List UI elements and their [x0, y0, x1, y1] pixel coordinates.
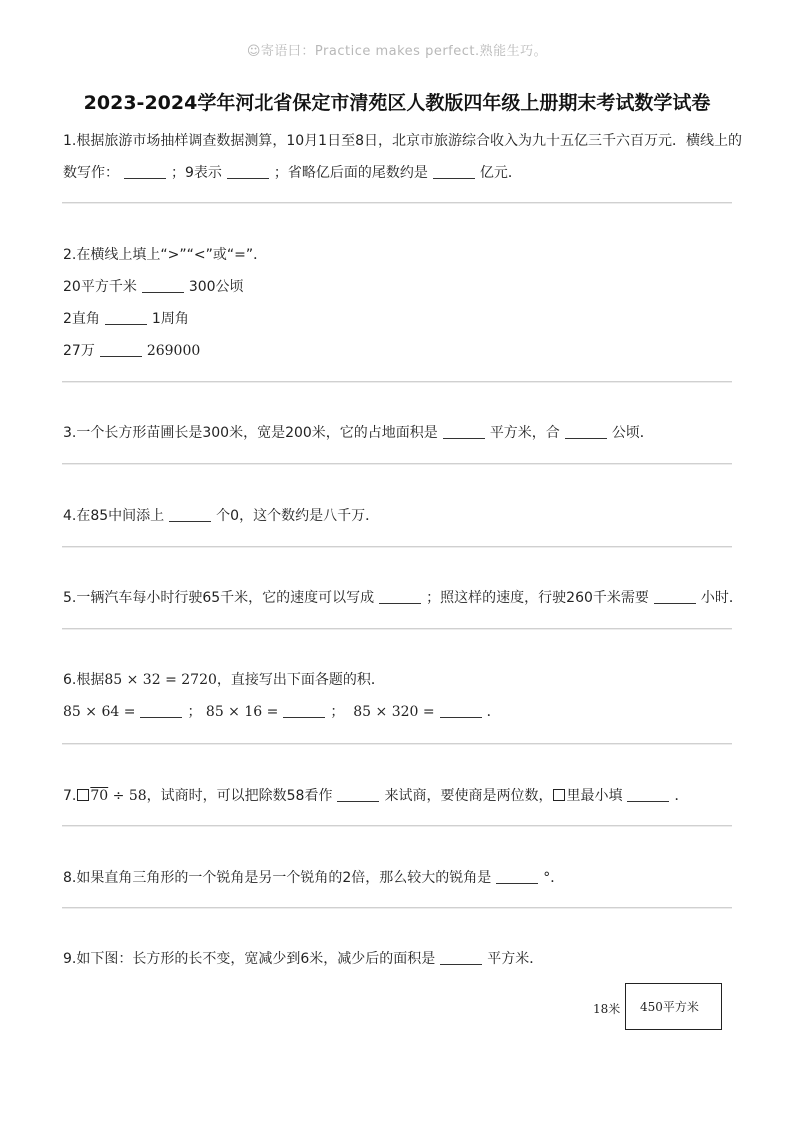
q2-line1: 2.在横线上填上“>”“<”或“=”．: [63, 247, 268, 263]
answer-blank[interactable]: [142, 278, 184, 293]
q7-text-c: 里最小填: [566, 788, 623, 804]
empty-box-icon: [77, 789, 89, 801]
q6-expr-1: 85 × 64 =: [63, 704, 136, 720]
q2-row2-left: 2直角: [63, 311, 100, 327]
rectangle-area-label: 450平方米: [640, 1000, 699, 1014]
answer-blank[interactable]: [337, 787, 379, 802]
q1-text-b: ；9表示: [171, 165, 222, 181]
divider: [62, 907, 732, 908]
divider: [62, 381, 732, 382]
q8-text-a: 8.如果直角三角形的一个锐角是另一个锐角的2倍，那么较大的锐角是: [63, 870, 492, 886]
answer-blank[interactable]: [283, 703, 325, 718]
q6-expr-2: 85 × 16 =: [205, 704, 279, 720]
q7-dividend: [76, 788, 108, 804]
question-9: [63, 949, 743, 969]
q2-row2-right: 1周角: [151, 311, 189, 327]
q2-row1-right: 300公顷: [188, 279, 244, 295]
answer-blank[interactable]: [440, 703, 482, 718]
q2-row3-right: 269000: [146, 343, 201, 359]
divider: [62, 463, 732, 464]
divider: [62, 743, 732, 744]
q7-dividend-tail: 70: [90, 788, 109, 804]
answer-blank[interactable]: [379, 589, 421, 604]
q6-sep-1: ；: [187, 704, 202, 720]
answer-blank[interactable]: [565, 424, 607, 439]
question-4: [63, 506, 743, 526]
question-8: [63, 868, 743, 888]
q9-line: [63, 949, 743, 969]
motto: [0, 40, 794, 59]
q1-text-d: 亿元．: [479, 165, 522, 181]
question-5: [63, 588, 743, 608]
divider: [62, 546, 732, 547]
rectangle-width-label: 18米: [593, 1002, 621, 1016]
q7-number: 7.: [63, 788, 77, 804]
q3-text-c: 公顷．: [611, 425, 654, 441]
q6-line1: [63, 670, 743, 690]
rectangle-figure: [625, 983, 722, 1030]
q6-sep-2: ；: [330, 704, 345, 720]
q7-text-b: 来试商，要使商是两位数，: [384, 788, 553, 804]
q4-line: [63, 506, 743, 526]
q6-text-a: 6.根据: [63, 672, 105, 688]
q3-text-a: 3.一个长方形苗圃长是300米，宽是200米，它的占地面积是: [63, 425, 438, 441]
q7-text-d: ．: [674, 788, 689, 804]
answer-blank[interactable]: [627, 787, 669, 802]
question-7: [63, 786, 743, 806]
question-3: [63, 423, 743, 443]
answer-blank[interactable]: [443, 424, 485, 439]
empty-box-icon: [553, 789, 565, 801]
q6-expr-3: 85 × 320 =: [353, 704, 435, 720]
q5-line: [63, 588, 743, 608]
q7-line: [63, 786, 743, 806]
q8-line: [63, 868, 743, 888]
question-1: [63, 131, 743, 183]
answer-blank[interactable]: [100, 342, 142, 357]
q2-row1-left: 20平方千米: [63, 279, 137, 295]
q7-text-a: ，试商时，可以把除数58看作: [146, 788, 333, 804]
question-6: [63, 670, 743, 722]
q2-row3: [63, 341, 743, 361]
q6-text-b: ，直接写出下面各题的积．: [216, 672, 385, 688]
q9-text-a: 9.如下图：长方形的长不变，宽减少到6米，减少后的面积是: [63, 951, 436, 967]
q1-text-a: 数写作：: [63, 165, 119, 181]
q9-text-b: 平方米．: [487, 951, 544, 967]
q1-text-c: ；省略亿后面的尾数约是: [273, 165, 428, 181]
q1-line1: 1.根据旅游市场抽样调查数据测算，10月1日至8日，北京市旅游综合收入为九十五亿三千六百万元．横线上的: [63, 133, 742, 149]
q5-text-c: 小时．: [700, 590, 743, 606]
answer-blank[interactable]: [654, 589, 696, 604]
smile-icon: ☺: [246, 44, 261, 59]
q6-formula: 85 × 32 = 2720: [104, 672, 217, 688]
divider: [62, 628, 732, 629]
divider: [62, 825, 732, 826]
q5-text-a: 5.一辆汽车每小时行驶65千米，它的速度可以写成: [63, 590, 375, 606]
answer-blank[interactable]: [140, 703, 182, 718]
q8-text-b: °．: [543, 870, 565, 886]
q3-text-b: 平方米，合: [489, 425, 560, 441]
q2-row1: [63, 277, 743, 297]
q2-row2: [63, 309, 743, 329]
q2-row3-left: 27万: [63, 343, 95, 359]
q1-line2: [63, 163, 743, 183]
motto-text: 寄语曰：Practice makes perfect.熟能生巧。: [260, 44, 548, 59]
q3-line: [63, 423, 743, 443]
answer-blank[interactable]: [227, 164, 269, 179]
q4-text-b: 个0，这个数约是八千万．: [216, 508, 380, 524]
divider: [62, 202, 732, 203]
q6-sep-3: ．: [486, 704, 501, 720]
question-2: [63, 245, 743, 361]
q4-text-a: 4.在85中间添上: [63, 508, 165, 524]
q7-divisor: ÷ 58: [112, 788, 147, 804]
answer-blank[interactable]: [124, 164, 166, 179]
answer-blank[interactable]: [105, 310, 147, 325]
page-title: 2023-2024学年河北省保定市清苑区人教版四年级上册期末考试数学试卷: [83, 92, 711, 114]
q5-text-b: ；照这样的速度，行驶260千米需要: [426, 590, 649, 606]
answer-blank[interactable]: [496, 869, 538, 884]
answer-blank[interactable]: [169, 507, 211, 522]
q6-line2: [63, 702, 743, 722]
answer-blank[interactable]: [433, 164, 475, 179]
answer-blank[interactable]: [440, 950, 482, 965]
